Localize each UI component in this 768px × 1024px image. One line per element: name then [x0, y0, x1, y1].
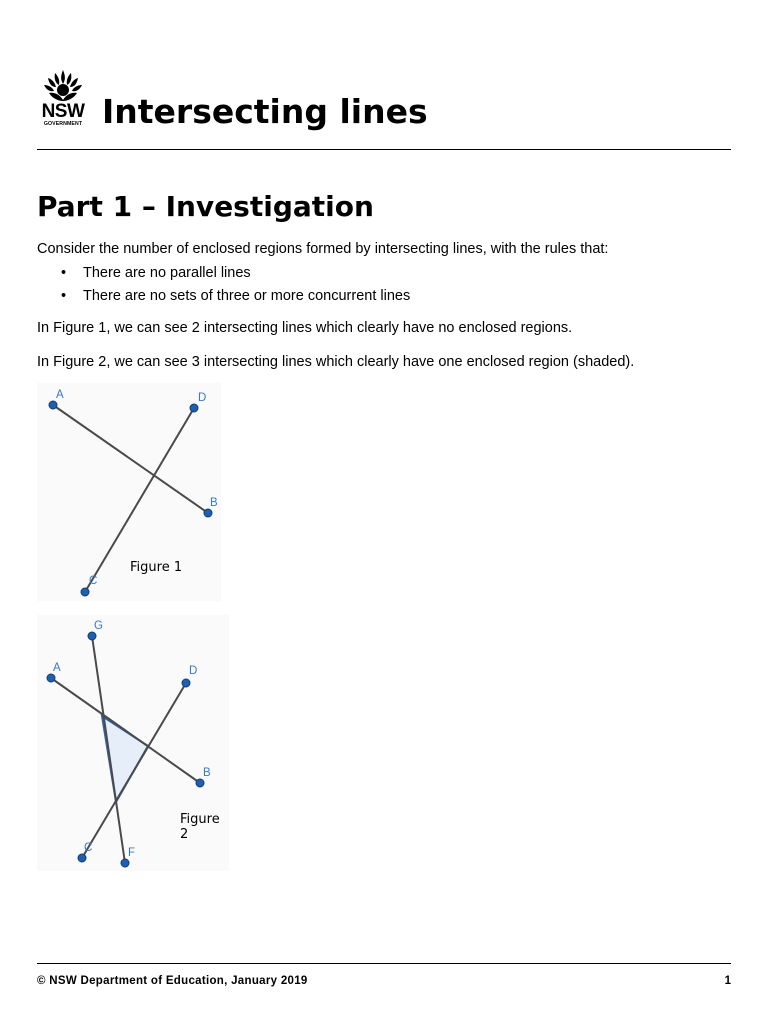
section-title: Part 1 – Investigation: [37, 190, 374, 223]
point-d: [190, 404, 198, 412]
logo-subtext: GOVERNMENT: [43, 121, 83, 127]
point-b: [204, 509, 212, 517]
figure-1-caption: Figure 1: [130, 560, 183, 575]
point-label-b: B: [210, 497, 218, 509]
list-item: [37, 264, 410, 287]
nsw-government-logo: [37, 68, 95, 130]
figure-1: [37, 383, 221, 601]
point-c: [81, 588, 89, 596]
figure2-paragraph: In Figure 2, we can see 3 intersecting lines which clearly have one enclosed region (shaded).: [37, 354, 635, 370]
point-label-d: D: [189, 665, 198, 677]
point-label-a: A: [53, 662, 61, 674]
bullet-icon: •: [61, 288, 67, 304]
figure1-paragraph: In Figure 1, we can see 2 intersecting lines which clearly have no enclosed regions.: [37, 320, 573, 336]
point-a: [47, 674, 55, 682]
point-b: [196, 779, 204, 787]
document-header: [37, 68, 731, 150]
point-label-d: D: [198, 392, 207, 404]
figure-2: [37, 615, 229, 871]
intro-paragraph: Consider the number of enclosed regions formed by intersecting lines, with the rules that:: [37, 241, 609, 257]
footer-divider: [37, 963, 731, 964]
footer-page-number: 1: [724, 975, 731, 987]
rules-list: [37, 264, 410, 310]
footer-copyright: © NSW Department of Education, January 2019: [37, 975, 308, 987]
point-c: [78, 854, 86, 862]
waratah-icon: [41, 68, 85, 102]
point-label-g: G: [94, 620, 103, 632]
point-a: [49, 401, 57, 409]
rule-text: There are no parallel lines: [83, 265, 251, 281]
point-label-a: A: [56, 389, 64, 401]
bullet-icon: •: [61, 265, 67, 281]
figure-1-diagram: [37, 383, 221, 601]
point-f: [121, 859, 129, 867]
rule-text: There are no sets of three or more concurrent lines: [83, 288, 411, 304]
point-d: [182, 679, 190, 687]
document-title: Intersecting lines: [102, 92, 428, 131]
point-label-f: F: [128, 847, 136, 859]
list-item: [37, 287, 410, 310]
figure-2-caption: Figure 2: [180, 812, 220, 842]
point-label-c: C: [84, 842, 93, 854]
logo-wordmark: NSW: [41, 101, 85, 122]
point-label-c: C: [89, 575, 98, 587]
figure-background: [37, 383, 221, 601]
header-divider: [37, 149, 731, 150]
point-label-b: B: [203, 767, 211, 779]
point-g: [88, 632, 96, 640]
